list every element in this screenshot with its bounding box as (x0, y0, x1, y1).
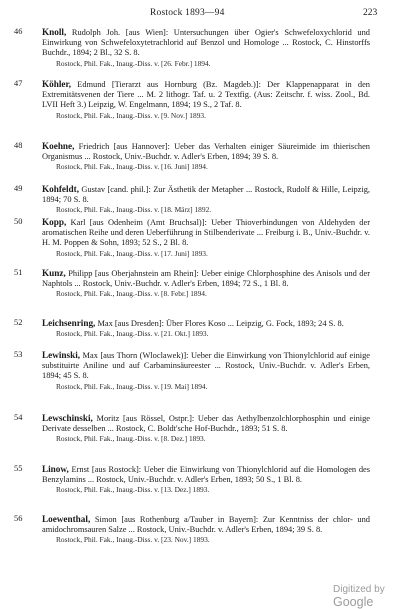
entry-text (42, 268, 370, 289)
google-watermark (333, 584, 400, 609)
entry-description: Edmund [Tierarzt aus Hornburg (Bz. Magdeb.)]: Der Klappenapparat in den Extremitätsvenen der Tiere ... M. 2 lithogr. Taf. u. 2 Textfig. (Aus: Zeitschr. f. wiss. Zool., Bd. LVII Heft 3.) Leipzig, W. Engelmann, 1894; 19 S., 2 Taf. 8. (42, 80, 370, 110)
entry-note: Rostock, Phil. Fak., Inaug.-Diss. v. [8. Febr.] 1894. (56, 289, 207, 299)
entry (14, 464, 370, 495)
entry-author: Linow, (42, 464, 69, 474)
entry (14, 27, 370, 68)
entry (14, 318, 370, 339)
entry-number: 56 (14, 514, 23, 523)
entry-author: Lewschinski, (42, 413, 93, 423)
entry-author: Kohfeldt, (42, 184, 80, 194)
entry-note: Rostock, Phil. Fak., Inaug.-Diss. v. [18. März] 1892. (56, 205, 212, 215)
entry-author: Lewinski, (42, 350, 81, 360)
entry-description: Moritz [aus Rössel, Ostpr.]: Ueber das Aethylbenzolchlorphosphin und einige Derivate desselben ... Rostock, C. Boldt'sche Hof-Buchdr., 1893; 51 S. 8. (42, 414, 370, 434)
entry-description: Friedrich [aus Hannover]: Ueber das Verhalten einiger Säureimide im thierischen Organismus ... Rostock, Univ.-Buchdr. v. Adler's Erben, 1894; 39 S. 8. (42, 142, 370, 162)
entry-text (42, 141, 370, 162)
entry-author: Knoll, (42, 27, 67, 37)
entry-text (42, 514, 370, 535)
entry-text (42, 413, 370, 434)
entry-number: 51 (14, 268, 23, 277)
entry-number: 46 (14, 27, 23, 36)
entry-author: Köhler, (42, 79, 72, 89)
entry-number: 47 (14, 79, 23, 88)
entry (14, 79, 370, 120)
entry-number: 50 (14, 217, 23, 226)
running-header (0, 8, 400, 24)
entry-note: Rostock, Phil. Fak., Inaug.-Diss. v. [23. Nov.] 1893. (56, 535, 210, 545)
entry-description: Max [aus Dresden]: Über Flores Koso ... Leipzig, G. Fock, 1893; 24 S. 8. (95, 319, 344, 328)
page-number: 223 (363, 8, 378, 18)
entry-author: Kopp, (42, 217, 67, 227)
entry-note: Rostock, Phil. Fak., Inaug.-Diss. v. [9. Nov.] 1893. (56, 110, 206, 120)
entry-author: Leichsenring, (42, 318, 96, 328)
entry (14, 413, 370, 444)
entry (14, 141, 370, 172)
entry (14, 268, 370, 299)
entry-description: Philipp [aus Oberjahnstein am Rhein]: Ueber einige Chlorphosphine des Anisols und der Naphtols ... Rostock, Univ.-Buchdr. v. Adler's Erben, 1894; 72 S., 1 Bl. 8. (42, 269, 370, 289)
entry-number: 52 (14, 318, 23, 327)
entry-number: 49 (14, 184, 23, 193)
entry-author: Kunz, (42, 268, 66, 278)
entry-number: 54 (14, 413, 23, 422)
entry-text (42, 318, 370, 329)
entry-description: Ernst [aus Rostock]: Ueber die Einwirkung von Thionylchlorid auf die Homologen des Benzylamins ... Rostock, Univ.-Buchdr. v. Adler's Erben, 1893; 50 S., 1 Bl. 8. (42, 465, 370, 485)
entry (14, 514, 370, 545)
entry-number: 48 (14, 141, 23, 150)
entry (14, 184, 370, 215)
entry-text (42, 217, 370, 249)
entry (14, 217, 370, 258)
entry-note: Rostock, Phil. Fak., Inaug.-Diss. v. [17. Juni] 1893. (56, 248, 208, 258)
watermark-prefix: Digitized by (333, 584, 385, 595)
entry-note: Rostock, Phil. Fak., Inaug.-Diss. v. [16. Juni] 1894. (56, 162, 208, 172)
entry-description: Simon [aus Rothenburg a/Tauber in Bayern]: Zur Kenntniss der chlor- und amidochromsauren Salze ... Rostock, Univ.-Buchdr. v. Adler's Erben, 1894; 39 S. 8. (42, 515, 370, 535)
entry-note: Rostock, Phil. Fak., Inaug.-Diss. v. [26. Febr.] 1894. (56, 58, 211, 68)
watermark-brand: Google (333, 595, 374, 609)
entry-description: Karl [aus Odenheim (Amt Bruchsal)]: Ueber Thioverbindungen von Aldehyden der aromatischen Reihe und deren Ueberführung in Stilbenderivate ... Freiburg i. B., Univ.-Buchdr. v. H. M. Poppen & Sohn, 1893; 52 S., 2 Bl. 8. (42, 218, 370, 248)
entry-text (42, 350, 370, 382)
entry-note: Rostock, Phil. Fak., Inaug.-Diss. v. [8. Dez.] 1893. (56, 434, 206, 444)
entry-text (42, 464, 370, 485)
entry-number: 55 (14, 464, 23, 473)
header-title: Rostock 1893—94 (150, 8, 225, 18)
entry-note: Rostock, Phil. Fak., Inaug.-Diss. v. [13. Dez.] 1893. (56, 485, 210, 495)
entry-description: Gustav [cand. phil.]: Zur Ästhetik der Metapher ... Rostock, Rudolf & Hille, Leipzig, 1894; 70 S. 8. (42, 185, 370, 205)
entry-text (42, 184, 370, 205)
entry-number: 53 (14, 350, 23, 359)
entry-description: Rudolph Joh. [aus Wien]: Untersuchungen über Ogier's Schwefeloxychlorid und Einwirkung von Schwefeloxytetrachlorid auf Benzol und Homologe ... Rostock, C. Hinstorffs Buchdr., 1894; 2 Bl., 32 S. 8. (42, 28, 370, 58)
entry (14, 350, 370, 391)
entry-text (42, 27, 370, 59)
entry-description: Max [aus Thorn (Wloclawek)]: Ueber die Einwirkung von Thionylchlorid auf einige substituirte Aniline und auf Carbaminsäureester ... Rostock, Univ.-Buchdr. v. Adler's Erben, 1894; 45 S. 8. (42, 351, 370, 381)
entry-author: Koehne, (42, 141, 75, 151)
entry-note: Rostock, Phil. Fak., Inaug.-Diss. v. [19. Mai] 1894. (56, 381, 208, 391)
entry-author: Loewenthal, (42, 514, 91, 524)
entry-text (42, 79, 370, 111)
entry-note: Rostock, Phil. Fak., Inaug.-Diss. v. [21. Okt.] 1893. (56, 329, 209, 339)
